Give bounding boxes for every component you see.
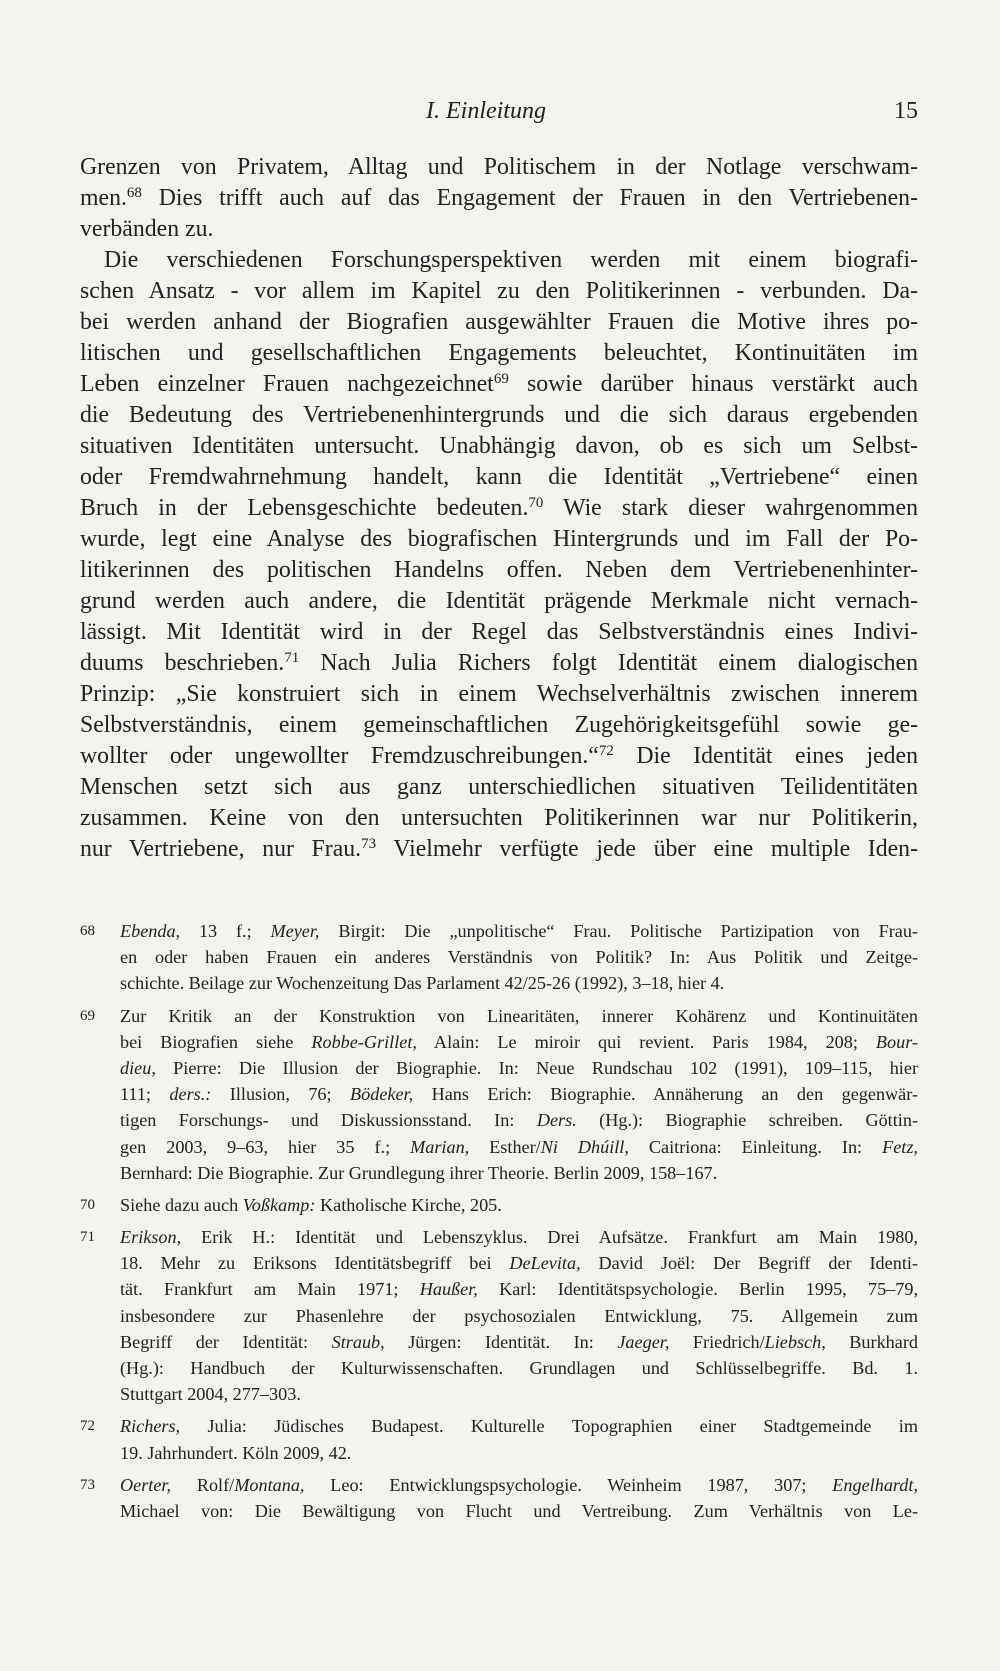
footnote-line: Erikson, Erik H.: Identität und Lebenszyklus. Drei Aufsätze. Frankfurt am Main 1980, <box>120 1227 918 1248</box>
footnote-line: Siehe dazu auch Voßkamp: Katholische Kirche, 205. <box>120 1194 502 1215</box>
footnote-line: dieu, Pierre: Die Illusion der Biographie. In: Neue Rundschau 102 (1991), 109–115, hier <box>120 1057 918 1078</box>
footnote-line: (Hg.): Handbuch der Kulturwissenschaften. Grundlagen und Schlüsselbegriffe. Bd. 1. <box>120 1358 918 1378</box>
footnote-number: 68 <box>80 923 95 939</box>
footnote <box>80 1472 918 1524</box>
text-line: Bruch in der Lebensgeschichte bedeuten.$^{70}$ Wie stark dieser wahrgenommen <box>80 495 918 521</box>
main-text <box>80 152 918 865</box>
footnote-ref: 68 <box>126 185 142 201</box>
text-line: schen Ansatz - vor allem im Kapitel zu den Politikerinnen - verbunden. Da- <box>80 278 918 304</box>
footnote-line: insbesondere zur Phasenlehre der psychosozialen Entwicklung, 75. Allgemein zum <box>120 1305 918 1326</box>
footnote <box>80 1003 918 1186</box>
text-line: grund werden auch andere, die Identität prägende Merkmale nicht vernach- <box>80 588 918 614</box>
footnote-ref: 71 <box>284 650 300 666</box>
running-header <box>0 98 1000 138</box>
text-line: bei werden anhand der Biografien ausgewählter Frauen die Motive ihres po- <box>80 309 918 335</box>
text-line: Prinzip: „Sie konstruiert sich in einem Wechselverhältnis zwischen innerem <box>80 681 918 707</box>
footnote-number: 72 <box>80 1418 95 1435</box>
footnote-line: Oerter, Rolf/Montana, Leo: Entwicklungspsychologie. Weinheim 1987, 307; Engelhardt, <box>120 1474 919 1495</box>
footnote <box>80 1413 918 1465</box>
footnote-line: bei Biografien siehe Robbe-Grillet, Alain: Le miroir qui revient. Paris 1984, 208; Bour- <box>120 1031 918 1052</box>
text-line: duums beschrieben.$^{71}$ Nach Julia Richers folgt Identität einem dialogischen <box>80 650 918 676</box>
text-line: Die verschiedenen Forschungsperspektiven werden mit einem biografi- <box>104 247 918 273</box>
text-line: Grenzen von Privatem, Alltag und Politischem in der Notlage verschwam- <box>80 154 918 180</box>
footnote <box>80 1224 918 1407</box>
footnotes <box>80 918 918 1530</box>
footnote-line: tät. Frankfurt am Main 1971; Haußer, Karl: Identitätspsychologie. Berlin 1995, 75–79, <box>120 1279 918 1300</box>
text-line: oder Fremdwahrnehmung handelt, kann die Identität „Vertriebene“ einen <box>80 464 918 490</box>
footnote-ref: 69 <box>493 371 509 387</box>
text-line: Menschen setzt sich aus ganz unterschiedlichen situativen Teilidentitäten <box>80 774 918 800</box>
footnote <box>80 918 918 997</box>
footnote-number: 71 <box>80 1229 95 1246</box>
text-line: litischen und gesellschaftlichen Engagements beleuchtet, Kontinuitäten im <box>80 340 918 366</box>
footnote-line: Stuttgart 2004, 277–303. <box>120 1384 301 1405</box>
text-line: men.$^{68}$ Dies trifft auch auf das Engagement der Frauen in den Vertriebenen- <box>80 185 918 211</box>
footnote-line: schichte. Beilage zur Wochenzeitung Das Parlament 42/25-26 (1992), 3–18, hier 4. <box>120 973 725 994</box>
footnote-line: 111; ders.: Illusion, 76; Bödeker, Hans Erich: Biographie. Annäherung an den gegenwär- <box>120 1084 919 1105</box>
footnote-number: 69 <box>80 1007 95 1024</box>
footnote-line: Michael von: Die Bewältigung von Flucht und Vertreibung. Zum Verhältnis von Le- <box>120 1500 918 1521</box>
footnote-ref: 70 <box>528 495 544 511</box>
page-number: 15 <box>894 98 918 124</box>
text-line: litikerinnen des politischen Handelns offen. Neben dem Vertriebenenhinter- <box>80 557 918 583</box>
footnote-line: 19. Jahrhundert. Köln 2009, 42. <box>120 1442 352 1463</box>
footnote-line: gen 2003, 9–63, hier 35 f.; Marian, Esther/Ni Dhúill, Caitriona: Einleitung. In: Fetz, <box>120 1136 918 1157</box>
text-line: wollter oder ungewollter Fremdzuschreibungen.“$^{72}$ Die Identität eines jeden <box>80 743 918 769</box>
footnote-line: Begriff der Identität: Straub, Jürgen: Identität. In: Jaeger, Friedrich/Liebsch, Burkhard <box>120 1331 918 1352</box>
footnote-line: tigen Forschungs- und Diskussionsstand. In: Ders. (Hg.): Biographie schreiben. Göttin- <box>120 1110 918 1131</box>
text-line: verbänden zu. <box>80 216 214 242</box>
footnote-line: Zur Kritik an der Konstruktion von Linearitäten, innerer Kohärenz und Kontinuitäten <box>120 1005 918 1026</box>
footnote-line: Richers, Julia: Jüdisches Budapest. Kulturelle Topographien einer Stadtgemeinde im <box>120 1416 918 1437</box>
footnote-ref: 73 <box>361 836 377 852</box>
text-line: nur Vertriebene, nur Frau.$^{73}$ Vielmehr verfügte jede über eine multiple Iden- <box>80 836 919 862</box>
footnote-number: 73 <box>80 1476 95 1493</box>
footnote-number: 70 <box>80 1196 95 1213</box>
text-line: die Bedeutung des Vertriebenenhintergrunds und die sich daraus ergebenden <box>80 402 918 428</box>
footnote-line: Ebenda, 13 f.; Meyer, Birgit: Die „unpolitische“ Frau. Politische Partizipation von Frau- <box>120 921 918 941</box>
footnote <box>80 1192 918 1218</box>
text-line: Selbstverständnis, einem gemeinschaftlichen Zugehörigkeitsgefühl sowie ge- <box>80 712 918 738</box>
text-line: Leben einzelner Frauen nachgezeichnet$^{69}$ sowie darüber hinaus verstärkt auch <box>80 371 918 397</box>
text-line: situativen Identitäten untersucht. Unabhängig davon, ob es sich um Selbst- <box>80 433 918 459</box>
chapter-title: I. Einleitung <box>426 98 546 124</box>
text-line: wurde, legt eine Analyse des biografischen Hintergrunds und im Fall der Po- <box>80 526 918 552</box>
footnote-line: Bernhard: Die Biographie. Zur Grundlegung ihrer Theorie. Berlin 2009, 158–167. <box>120 1162 718 1183</box>
text-line: lässigt. Mit Identität wird in der Regel das Selbstverständnis eines Indivi- <box>80 619 918 645</box>
footnote-line: 18. Mehr zu Eriksons Identitätsbegriff bei DeLevita, David Joël: Der Begriff der Identi- <box>120 1253 918 1274</box>
footnote-ref: 72 <box>598 743 614 759</box>
text-line: zusammen. Keine von den untersuchten Politikerinnen war nur Politikerin, <box>80 805 918 831</box>
footnote-line: en oder haben Frauen ein anderes Verständnis von Politik? In: Aus Politik und Zeitge- <box>120 947 918 968</box>
